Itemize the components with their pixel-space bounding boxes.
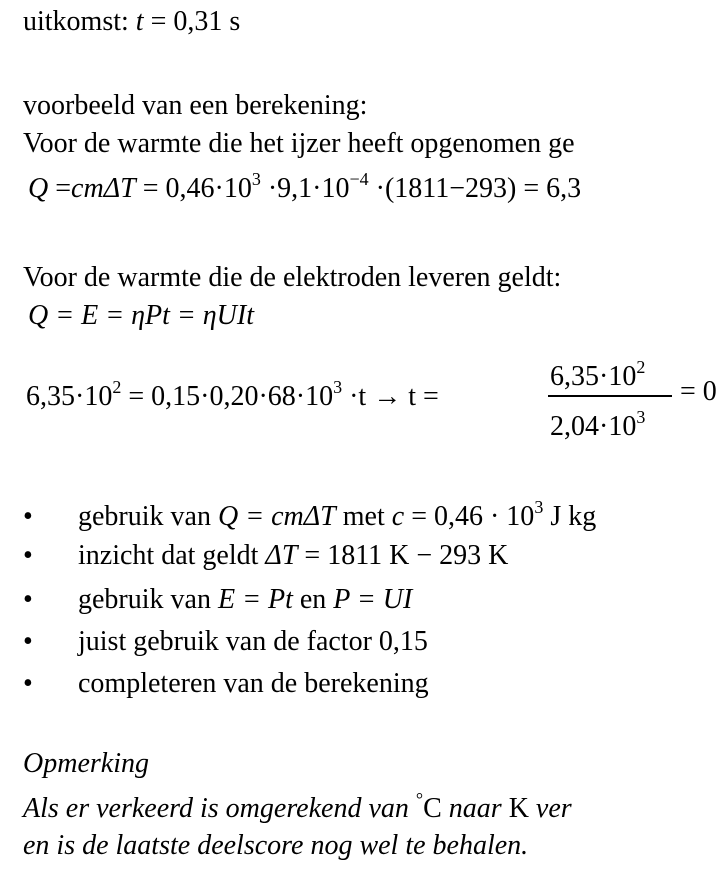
fraction-bar	[548, 395, 672, 397]
bullet-item-2	[23, 542, 508, 570]
bullet-5-pre: completeren van de berekening	[78, 668, 429, 699]
bullet-item-5	[23, 670, 429, 698]
bullet-glyph: •	[23, 501, 33, 532]
power-equation-left	[26, 378, 439, 411]
eq3-den-exp: 3	[636, 407, 646, 427]
eq3-den: 2,04·10	[550, 411, 637, 442]
answer-value: = 0,31 s	[150, 6, 241, 37]
bullet-3-pre: gebruik van	[78, 584, 218, 615]
fraction-denominator	[550, 408, 645, 441]
remark-kelvin: K	[508, 793, 529, 824]
iron-heat-intro: Voor de warmte die het ijzer heeft opgenomen ge	[23, 128, 575, 159]
eq1-exp2: −4	[349, 169, 369, 189]
bullet-glyph: •	[23, 584, 33, 615]
bullet-3-post-a: en	[292, 584, 334, 615]
eq1-lhs: Q	[28, 173, 49, 204]
eq1-part4: ·(1811−293) = 6,3	[375, 173, 582, 204]
electrode-intro: Voor de warmte die de elektroden leveren geldt:	[23, 262, 562, 293]
bullet-1-post-a: met	[335, 501, 392, 532]
bullet-4-pre: juist gebruik van de factor 0,15	[78, 626, 428, 657]
eq3-after: = 0	[680, 376, 717, 407]
bullet-item-4	[23, 628, 428, 656]
bullet-1-pre: gebruik van	[78, 501, 218, 532]
bullet-glyph: •	[23, 540, 33, 571]
remark-line-1	[23, 790, 572, 823]
bullet-1-c: c	[391, 501, 405, 532]
eq1-exp1: 3	[251, 169, 261, 189]
eq3-num-exp: 2	[636, 357, 646, 377]
bullet-item-1	[23, 498, 596, 531]
bullet-3-math2: P = UI	[333, 584, 413, 615]
bullet-1-math: Q = cmΔT	[217, 501, 336, 532]
remark-line-2: en is de laatste deelscore nog wel te behalen.	[23, 830, 529, 861]
remark-line1-b: naar	[441, 793, 509, 824]
example-heading: voorbeeld van een berekening:	[23, 90, 368, 121]
remark-celsius: C	[423, 793, 442, 824]
remark-degree: °	[415, 789, 424, 809]
answer-variable: t	[135, 6, 144, 37]
remark-line1-c2: ver	[528, 793, 572, 824]
eq3-left: 6,35·10	[26, 381, 113, 412]
eq3-exp2: 3	[333, 377, 343, 397]
bullet-3-math: E = Pt	[217, 584, 293, 615]
eq3-exp1: 2	[112, 377, 122, 397]
fraction-numerator	[550, 358, 645, 391]
remark-line1-a: Als er verkeerd is omgerekend van	[23, 793, 416, 824]
bullet-2-math: ΔT	[265, 540, 298, 571]
bullet-2-pre: inzicht dat geldt	[78, 540, 266, 571]
bullet-1-post-b: = 0,46 · 10	[404, 501, 535, 532]
answer-line	[23, 8, 240, 36]
eq3-mid: = 0,15·0,20·68·10	[128, 381, 334, 412]
eq3-tail: ·t → t =	[349, 381, 439, 412]
eq1-equals: =	[55, 173, 72, 204]
eq3-num: 6,35·10	[550, 361, 637, 392]
bullet-glyph: •	[23, 668, 33, 699]
bullet-glyph: •	[23, 626, 33, 657]
bullet-1-post-c: J kg	[543, 501, 597, 532]
bullet-item-3	[23, 586, 412, 614]
bullet-2-post-a: = 1811 K − 293 K	[297, 540, 509, 571]
eq1-part3: ·9,1·10	[267, 173, 350, 204]
eq1-cm: cm	[71, 173, 104, 204]
bullet-1-exp: 3	[534, 497, 544, 517]
eq1-delta: ΔT	[103, 173, 136, 204]
heat-equation	[28, 170, 581, 203]
eq1-part2: = 0,46·10	[142, 173, 252, 204]
answer-label: uitkomst:	[23, 6, 129, 37]
remark-title: Opmerking	[23, 748, 149, 779]
energy-equation: Q = E = ηPt = ηUIt	[28, 300, 254, 331]
